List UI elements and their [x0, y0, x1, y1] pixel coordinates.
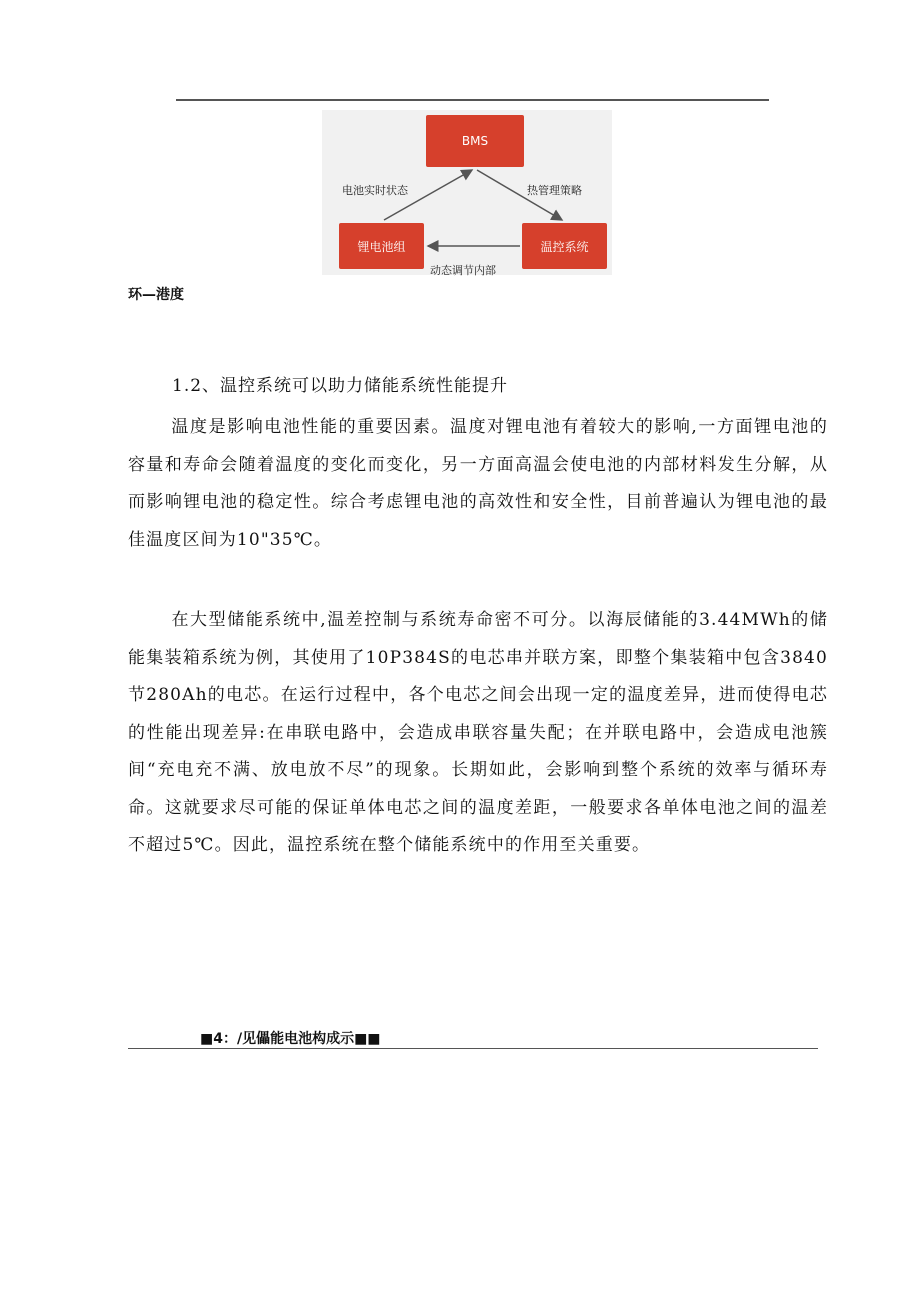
top-rule	[176, 99, 769, 101]
paragraph-1-text: 温度是影响电池性能的重要因素。温度对锂电池有着较大的影响,一方面锂电池的容量和寿命会随着温度的变化而变化，另一方面高温会使电池的内部材料发生分解，从而影响锂电池的稳定性。综合考虑锂电池的高效性和安全性，目前普遍认为锂电池的最佳温度区间为10"35℃。	[128, 417, 828, 550]
figure-4-caption: ■4：/见儡能电池构成示■■	[200, 1031, 381, 1047]
paragraph-temperature-difference	[128, 602, 828, 865]
battery-status-label: 电池实时状态	[342, 184, 408, 197]
thermal-strategy-label: 热管理策略	[527, 184, 582, 197]
section-heading: 1.2、温控系统可以助力储能系统性能提升	[172, 376, 509, 396]
bottom-rule	[128, 1048, 818, 1049]
battery-pack-box: 锂电池组	[339, 223, 424, 269]
bms-diagram	[322, 110, 612, 275]
dynamic-adjust-label: 动态调节内部	[430, 264, 496, 277]
paragraph-2-text: 在大型储能系统中,温差控制与系统寿命密不可分。以海辰储能的3.44MWh的储能集装箱系统为例，其使用了10P384S的电芯串并联方案，即整个集装箱中包含3840节280Ah的电芯。在运行过程中，各个电芯之间会出现一定的温度差异，进而使得电芯的性能出现差异:在串联电路中，会造成串联容量失配；在并联电路中，会造成电池簇间“充电充不满、放电放不尽”的现象。长期如此，会影响到整个系统的效率与循环寿命。这就要求尽可能的保证单体电芯之间的温度差距，一般要求各单体电池之间的温差不超过5℃。因此，温控系统在整个储能系统中的作用至关重要。	[128, 610, 828, 855]
thermal-control-box: 温控系统	[522, 223, 607, 269]
figure-caption: 环—港度	[128, 287, 184, 303]
paragraph-temperature	[128, 409, 828, 559]
bms-box: BMS	[426, 115, 524, 167]
